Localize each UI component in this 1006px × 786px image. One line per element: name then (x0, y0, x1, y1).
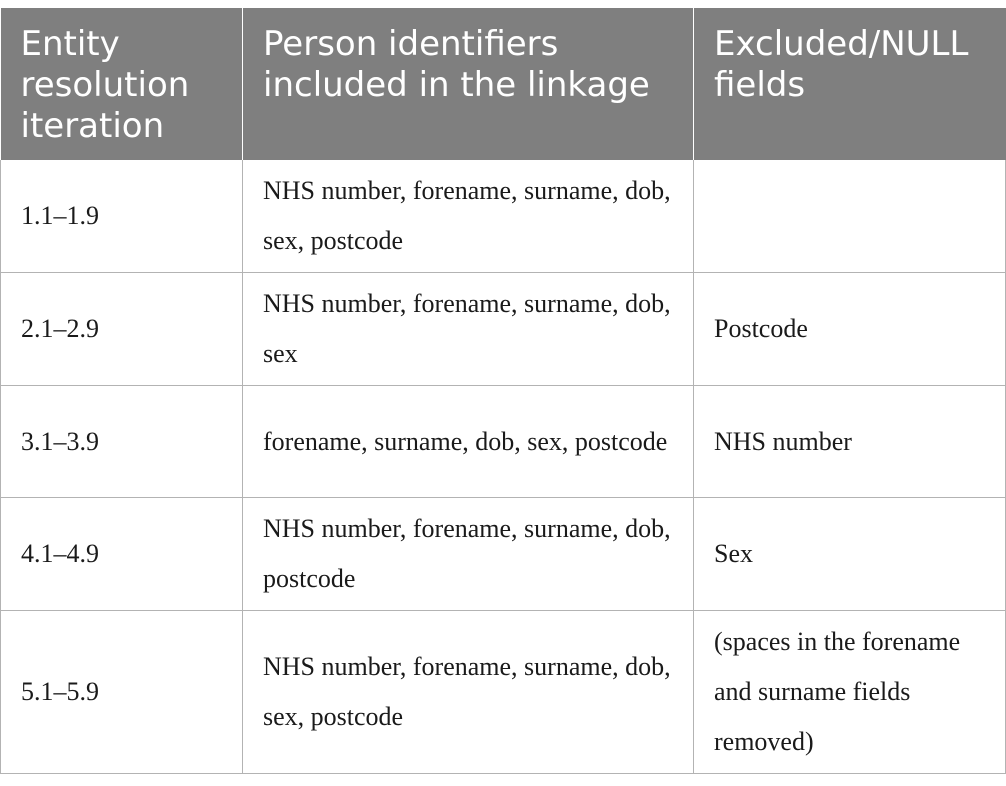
cell-identifiers: NHS number, forename, surname, dob, sex, postcode (243, 611, 694, 774)
header-row (1, 8, 1006, 160)
table-row (1, 498, 1006, 611)
cell-identifiers: NHS number, forename, surname, dob, postcode (243, 498, 694, 611)
table-row (1, 611, 1006, 774)
cell-identifiers: NHS number, forename, surname, dob, sex, postcode (243, 160, 694, 273)
cell-identifiers: forename, surname, dob, sex, postcode (243, 386, 694, 498)
header-identifiers: Person identifiers included in the linkage (243, 8, 694, 160)
table-body (1, 160, 1006, 774)
table-header (1, 8, 1006, 160)
table-row (1, 160, 1006, 273)
table-row (1, 386, 1006, 498)
entity-resolution-table-container (0, 8, 1005, 774)
table-row (1, 273, 1006, 386)
cell-iteration: 4.1–4.9 (1, 498, 243, 611)
cell-iteration: 5.1–5.9 (1, 611, 243, 774)
cell-excluded: Postcode (694, 273, 1006, 386)
entity-resolution-table (0, 8, 1006, 774)
cell-identifiers: NHS number, forename, surname, dob, sex (243, 273, 694, 386)
cell-excluded (694, 160, 1006, 273)
cell-iteration: 1.1–1.9 (1, 160, 243, 273)
cell-iteration: 2.1–2.9 (1, 273, 243, 386)
header-iteration: Entity resolution iteration (1, 8, 243, 160)
header-excluded: Excluded/NULL fields (694, 8, 1006, 160)
cell-excluded: Sex (694, 498, 1006, 611)
cell-iteration: 3.1–3.9 (1, 386, 243, 498)
cell-excluded: NHS number (694, 386, 1006, 498)
cell-excluded: (spaces in the forename and surname fields removed) (694, 611, 1006, 774)
